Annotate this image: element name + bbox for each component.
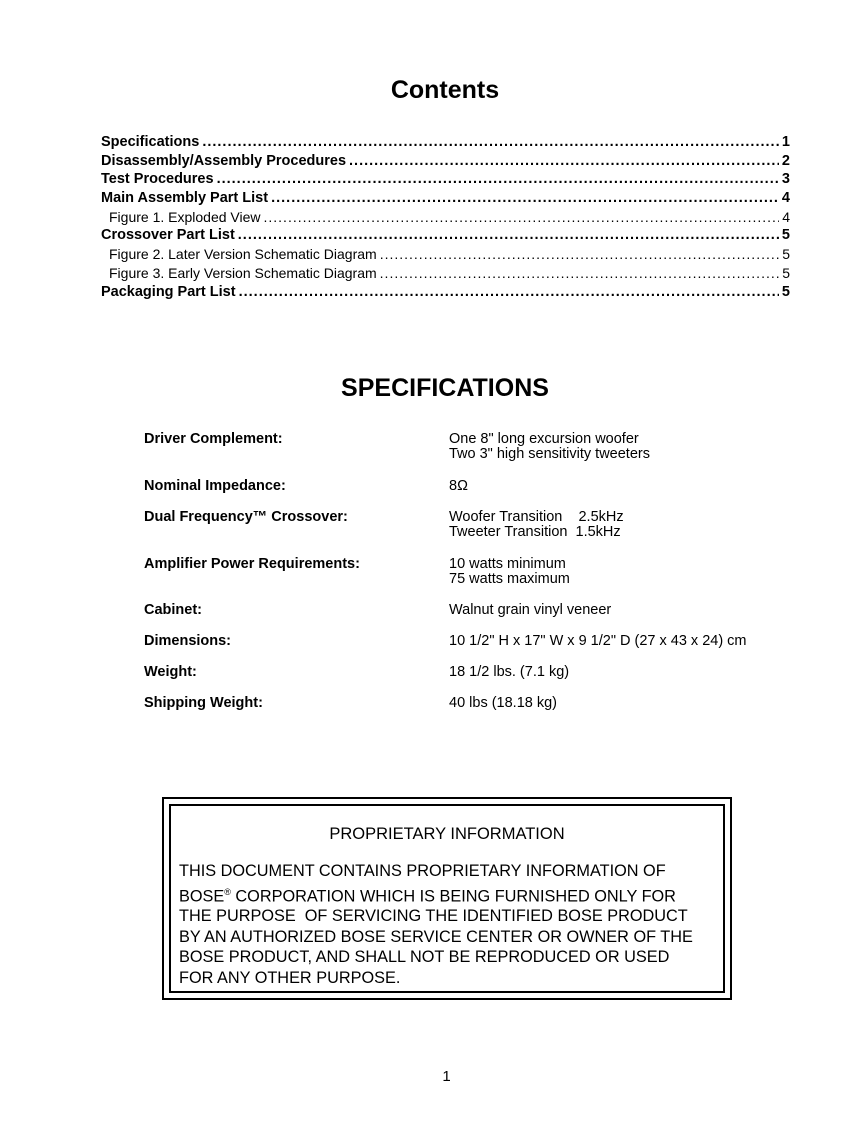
spec-value-line: Two 3" high sensitivity tweeters (449, 446, 650, 462)
toc-entry-label: Figure 1. Exploded View (109, 208, 261, 225)
notice-line: BOSE PRODUCT, AND SHALL NOT BE REPRODUCED OR USED (179, 948, 670, 967)
spec-label: Dual Frequency™ Crossover: (144, 509, 348, 525)
toc-leader-dots (380, 246, 780, 262)
toc-leader-dots (238, 227, 779, 243)
toc-entry-page: 4 (781, 190, 790, 207)
spec-value-line: 8Ω (449, 478, 468, 494)
toc-leader-dots (271, 190, 779, 206)
toc-entry-label: Crossover Part List (101, 227, 235, 244)
toc-leader-dots (239, 284, 779, 300)
spec-label: Weight: (144, 664, 197, 680)
spec-value (449, 557, 570, 603)
toc-entry-page: 3 (781, 171, 790, 188)
toc-entry-label: Specifications (101, 134, 200, 150)
toc-entry-figure-2[interactable] (101, 246, 790, 265)
spec-value-line: Woofer Transition 2.5kHz (449, 509, 624, 525)
notice-line: THE PURPOSE OF SERVICING THE IDENTIFIED BOSE PRODUCT (179, 907, 688, 926)
spec-row-nominal-impedance (144, 479, 824, 510)
proprietary-notice-title: PROPRIETARY INFORMATION (329, 825, 565, 843)
toc-entry-crossover[interactable] (101, 227, 790, 246)
spec-label: Driver Complement: (144, 431, 283, 447)
spec-value-line: 75 watts maximum (449, 571, 570, 587)
notice-line: THIS DOCUMENT CONTAINS PROPRIETARY INFORMATION OF (179, 862, 666, 880)
spec-row-amplifier-power (144, 557, 824, 603)
spec-row-crossover (144, 510, 824, 557)
toc-entry-main-assembly[interactable] (101, 190, 790, 209)
toc-entry-label: Figure 3. Early Version Schematic Diagram (109, 264, 377, 281)
toc-entry-label: Figure 2. Later Version Schematic Diagram (109, 246, 377, 263)
page-number: 1 (442, 1068, 451, 1085)
spec-value-line: Tweeter Transition 1.5kHz (449, 524, 621, 540)
toc-entry-packaging[interactable] (101, 284, 790, 303)
toc-entry-disassembly[interactable] (101, 153, 790, 172)
spec-value-line: 10 1/2" H x 17" W x 9 1/2" D (27 x 43 x 24) cm (449, 633, 747, 649)
registered-mark: ® (224, 886, 231, 897)
spec-value-line: One 8" long excursion woofer (449, 431, 639, 447)
spec-value-line: 10 watts minimum (449, 556, 566, 572)
spec-label: Nominal Impedance: (144, 478, 286, 494)
proprietary-notice-inner-border (169, 804, 725, 993)
notice-line: FOR ANY OTHER PURPOSE. (179, 968, 401, 987)
spec-value-line: 18 1/2 lbs. (7.1 kg) (449, 664, 570, 680)
toc-entry-test-procedures[interactable] (101, 171, 790, 190)
toc-entry-page: 1 (781, 134, 790, 150)
toc-leader-dots (349, 153, 779, 169)
spec-label: Cabinet: (144, 602, 202, 618)
toc-entry-page: 2 (781, 152, 790, 169)
toc-entry-specifications[interactable] (101, 134, 790, 153)
spec-row-dimensions (144, 634, 824, 665)
spec-value (449, 432, 650, 479)
notice-brand: BOSE (179, 886, 225, 905)
toc-leader-dots (380, 265, 780, 281)
spec-value (449, 634, 747, 665)
spec-value (449, 479, 468, 510)
spec-row-driver-complement (144, 432, 824, 479)
specifications-title: SPECIFICATIONS (341, 374, 549, 402)
toc-entry-page: 5 (781, 227, 790, 244)
toc-entry-figure-3[interactable] (101, 265, 790, 284)
spec-value (449, 603, 611, 634)
spec-value (449, 510, 624, 557)
toc-entry-label: Packaging Part List (101, 283, 236, 300)
spec-row-cabinet (144, 603, 824, 634)
spec-value-line: 40 lbs (18.18 kg) (449, 695, 558, 711)
table-of-contents (101, 134, 790, 302)
spec-label: Shipping Weight: (144, 695, 263, 711)
toc-entry-page: 4 (782, 208, 790, 225)
notice-line (179, 882, 693, 907)
spec-row-weight (144, 665, 824, 696)
spec-label: Amplifier Power Requirements: (144, 556, 360, 572)
spec-value-line: Walnut grain vinyl veneer (449, 602, 612, 618)
toc-entry-page: 5 (782, 264, 790, 281)
notice-line: BY AN AUTHORIZED BOSE SERVICE CENTER OR OWNER OF THE (179, 927, 693, 946)
notice-line-text: CORPORATION WHICH IS BEING FURNISHED ONLY FOR (230, 886, 676, 905)
toc-leader-dots (217, 171, 779, 187)
toc-entry-label: Test Procedures (101, 171, 214, 188)
toc-leader-dots (202, 134, 779, 150)
toc-entry-label: Main Assembly Part List (101, 190, 269, 207)
toc-leader-dots (264, 209, 780, 225)
proprietary-notice-body (179, 861, 693, 988)
proprietary-notice-box (162, 797, 732, 1000)
contents-title: Contents (390, 76, 500, 104)
specifications-table (144, 432, 824, 727)
toc-entry-page: 5 (782, 246, 790, 263)
toc-entry-page: 5 (781, 283, 790, 300)
spec-label: Dimensions: (144, 633, 232, 649)
spec-value (449, 665, 569, 696)
spec-value (449, 696, 557, 727)
toc-entry-label: Disassembly/Assembly Procedures (101, 152, 347, 169)
toc-entry-figure-1[interactable] (101, 209, 790, 228)
spec-row-shipping-weight (144, 696, 824, 727)
